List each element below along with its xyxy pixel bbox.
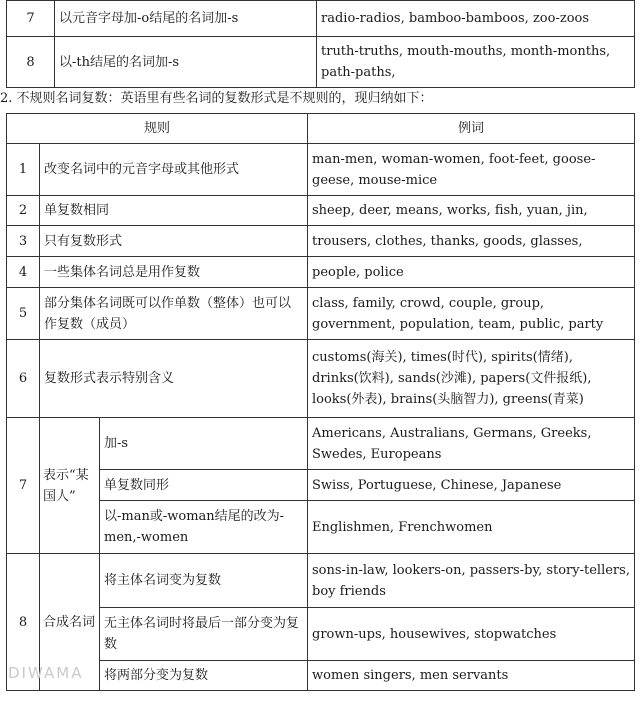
row-number: 2 (7, 196, 40, 226)
examples-cell: sheep, deer, means, works, fish, yuan, jin, (308, 196, 635, 226)
examples-cell: truth-truths, mouth-mouths, month-months, path-paths, (317, 37, 635, 88)
row-number: 7 (7, 418, 40, 554)
table-row (7, 608, 635, 661)
header-examples: 例词 (308, 114, 635, 144)
examples-cell: class, family, crowd, couple, group, government, population, team, public, party (308, 288, 635, 340)
header-rule: 规则 (7, 114, 308, 144)
table-row (7, 144, 635, 196)
row-number: 1 (7, 144, 40, 196)
examples-cell: customs(海关), times(时代), spirits(情绪), drinks(饮料), sands(沙滩), papers(文件报纸), looks(外表), brains(头脑智力), greens(青菜) (308, 340, 635, 418)
rule-cell: 部分集体名词既可以作单数（整体）也可以作复数（成员） (40, 288, 308, 340)
section-heading: 2. 不规则名词复数：英语里有些名词的复数形式是不规则的，现归纳如下： (0, 91, 433, 106)
watermark: DIWAMA (8, 664, 84, 682)
row-number: 4 (7, 257, 40, 288)
group-label: 表示“某国人” (40, 418, 100, 554)
table-row (7, 1, 635, 37)
examples-cell: sons-in-law, lookers-on, passers-by, story-tellers, boy friends (308, 554, 635, 608)
row-number: 5 (7, 288, 40, 340)
rule-cell: 将主体名词变为复数 (100, 554, 308, 608)
rule-cell: 复数形式表示特别含义 (40, 340, 308, 418)
examples-cell: Americans, Australians, Germans, Greeks, Swedes, Europeans (308, 418, 635, 470)
rule-cell: 无主体名词时将最后一部分变为复数 (100, 608, 308, 661)
row-number: 8 (7, 554, 40, 691)
row-number: 3 (7, 226, 40, 257)
rule-cell: 以元音字母加-o结尾的名词加-s (55, 1, 317, 37)
table-row (7, 257, 635, 288)
table-row (7, 340, 635, 418)
rule-cell: 将两部分变为复数 (100, 661, 308, 691)
table-row (7, 288, 635, 340)
rule-cell: 以-man或-woman结尾的改为-men,-women (100, 501, 308, 554)
table-row (7, 501, 635, 554)
table-row (7, 196, 635, 226)
row-number: 7 (7, 1, 55, 37)
rule-cell: 只有复数形式 (40, 226, 308, 257)
table-row (7, 661, 635, 691)
rule-cell: 改变名词中的元音字母或其他形式 (40, 144, 308, 196)
table-header-row (7, 114, 635, 144)
row-number: 8 (7, 37, 55, 88)
table-row (7, 470, 635, 501)
rule-cell: 一些集体名词总是用作复数 (40, 257, 308, 288)
row-number: 6 (7, 340, 40, 418)
rule-cell: 以-th结尾的名词加-s (55, 37, 317, 88)
examples-cell: people, police (308, 257, 635, 288)
examples-cell: man-men, woman-women, foot-feet, goose-geese, mouse-mice (308, 144, 635, 196)
group-label: 合成名词 (40, 554, 100, 691)
table-row (7, 226, 635, 257)
rule-cell: 加-s (100, 418, 308, 470)
table-row (7, 554, 635, 608)
irregular-plurals-table (6, 113, 635, 691)
rule-cell: 单复数同形 (100, 470, 308, 501)
rule-cell: 单复数相同 (40, 196, 308, 226)
examples-cell: grown-ups, housewives, stopwatches (308, 608, 635, 661)
top-table (6, 0, 635, 88)
examples-cell: women singers, men servants (308, 661, 635, 691)
table-row (7, 37, 635, 88)
examples-cell: radio-radios, bamboo-bamboos, zoo-zoos (317, 1, 635, 37)
examples-cell: trousers, clothes, thanks, goods, glasses, (308, 226, 635, 257)
examples-cell: Swiss, Portuguese, Chinese, Japanese (308, 470, 635, 501)
table-row (7, 418, 635, 470)
examples-cell: Englishmen, Frenchwomen (308, 501, 635, 554)
